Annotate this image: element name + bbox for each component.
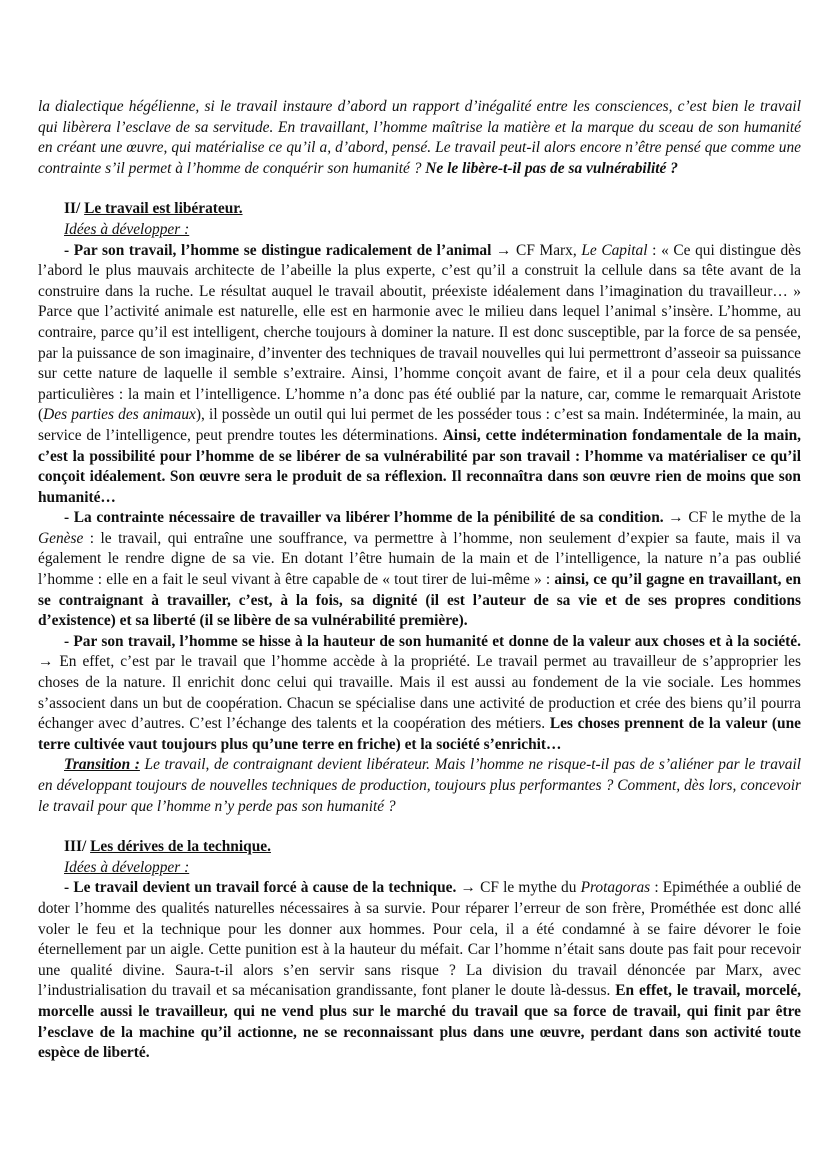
- section-2-point-2: - La contrainte nécessaire de travailler va libérer l’homme de la pénibilité de sa condition. → CF le mythe de la Genèse : le travail, qui entraîne une souffrance, va permettre à l’homme, non seulement d’expier sa faute, mais il va également le rendre digne de sa vie. En dotant l’être humain de la main et de l’intelligence, la nature n’a pas oublié l’homme : elle en a fait le seul vivant à être capable de « tout tirer de lui-même » : ainsi, ce qu’il gagne en travaillant, en se contraignant à travailler, c’est, à la fois, sa dignité (il est l’auteur de sa vie et de ses propres conditions d’existence) et sa liberté (il se libère de sa vulnérabilité première).: [38, 509, 802, 630]
- section-3-point-1: - Le travail devient un travail forcé à cause de la technique. → CF le mythe du Protagoras : Epiméthée a oublié de doter l’homme des qualités naturelles nécessaires à sa survie. Pour réparer l’erreur de son frère, Prométhée est donc allé voler le feu et la technique pour les donner aux hommes. Pour cela, il a été condamné à se faire dévorer le foie éternellement par un aigle. Cette punition est à la hauteur du méfait. Car l’homme n’était sans doute pas fait pour recevoir une qualité divine. Saura-t-il alors s’en servir sans risque ? La division du travail dénoncée par Marx, avec l’industrialisation du travail et sa mécanisation grandissante, font planer le doute là-dessus. En effet, le travail, morcelé, morcelle aussi le travailleur, qui ne vend plus sur le marché du travail que sa force de travail, qui finit par être l’esclave de la machine qu’il actionne, ne se reconnaissant plus dans une œuvre, perdant dans son activité toute espèce de liberté.: [38, 879, 802, 1062]
- intro-question: Ne le libère-t-il pas de sa vulnérabilité ?: [425, 159, 678, 177]
- intro-paragraph: [38, 97, 801, 179]
- spacer: [38, 817, 801, 837]
- transition-label: Transition :: [64, 756, 140, 774]
- intro-text: la dialectique hégélienne, si le travail instaure d’abord un rapport d’inégalité entre les consciences, c’est bien le travail qui libèrera l’esclave de sa servitude. En travaillant, l’homme maîtrise la matière et la marque du sceau de son humanité en créant une œuvre, qui matérialise ce qu’il a, d’abord, pensé. Le travail peut-il alors encore n’être pensé que comme une contrainte s’il permet à l’homme de conquérir son humanité ?: [38, 98, 801, 177]
- section-3-title: Les dérives de la technique.: [90, 838, 271, 856]
- transition-paragraph: Transition : Le travail, de contraignant devient libérateur. Mais l’homme ne risque-t-il pas de s’aliéner par le travail en développant toujours de nouvelles techniques de production, toujours plus performantes ? Comment, dès lors, concevoir le travail pour que l’homme n’y perde pas son humanité ?: [38, 756, 801, 815]
- section-2-title: Le travail est libérateur.: [84, 200, 243, 218]
- section-3-heading: [38, 837, 801, 858]
- section-2-point-3: - Par son travail, l’homme se hisse à la hauteur de son humanité et donne de la valeur aux choses et à la société. → En effet, c’est par le travail que l’homme accède à la propriété. Le travail permet au travailleur de s’approprier les choses de la nature. Il enrichit donc celui qui travaille. Mais il est aussi au fondement de la vie sociale. Les hommes s’associent dans un but de coopération. Chacun se spécialise dans une activité de production et crée des biens qu’il pourra échanger avec d’autres. C’est l’échange des talents et la coopération des métiers. Les choses prennent de la valeur (une terre cultivée vaut toujours plus qu’une terre en friche) et la société s’enrichit…: [38, 632, 801, 753]
- section-2-numeral: II/: [64, 200, 85, 218]
- section-2-point-1: - Par son travail, l’homme se distingue radicalement de l’animal → CF Marx, Le Capital : « Ce qui distingue dès l’abord le plus mauvais architecte de l’abeille la plus experte, c’est qu’il a construit la cellule dans sa tête avant de la construire dans la ruche. Le résultat auquel le travail aboutit, préexiste idéalement dans l’imagination du travailleur… » Parce que l’activité animale est naturelle, elle est en harmonie avec le milieu dans lequel l’animal s’insère. L’homme, au contraire, parce qu’il est intelligent, cherche toujours à dominer la nature. Il est donc susceptible, par la force de sa pensée, par la puissance de son imaginaire, d’inventer des techniques de travail nouvelles qui lui permettront d’asseoir sa puissance sur cette nature de laquelle il semble s’extraire. Ainsi, l’homme conçoit avant de faire, et il a pour cela deux qualités particulières : la main et l’intelligence. L’homme n’a donc pas été oublié par la nature, car, comme le remarquait Aristote (Des parties des animaux), il possède un outil qui lui permet de les posséder tous : c’est sa main. Indéterminée, la main, au service de l’intelligence, peut prendre toutes les déterminations. Ainsi, cette indétermination fondamentale de la main, c’est la possibilité pour l’homme de se libérer de sa vulnérabilité par son travail : l’homme va matérialiser ce qu’il conçoit idéalement. Son œuvre sera le produit de sa réflexion. Il reconnaîtra dans son œuvre rien de moins que son humanité…: [38, 241, 801, 506]
- section-3-numeral: III/: [64, 838, 91, 856]
- section-2-subheading: Idées à développer :: [64, 220, 190, 238]
- section-2-heading: [38, 199, 801, 220]
- section-3-subheading: Idées à développer :: [64, 858, 190, 876]
- spacer: [38, 179, 801, 199]
